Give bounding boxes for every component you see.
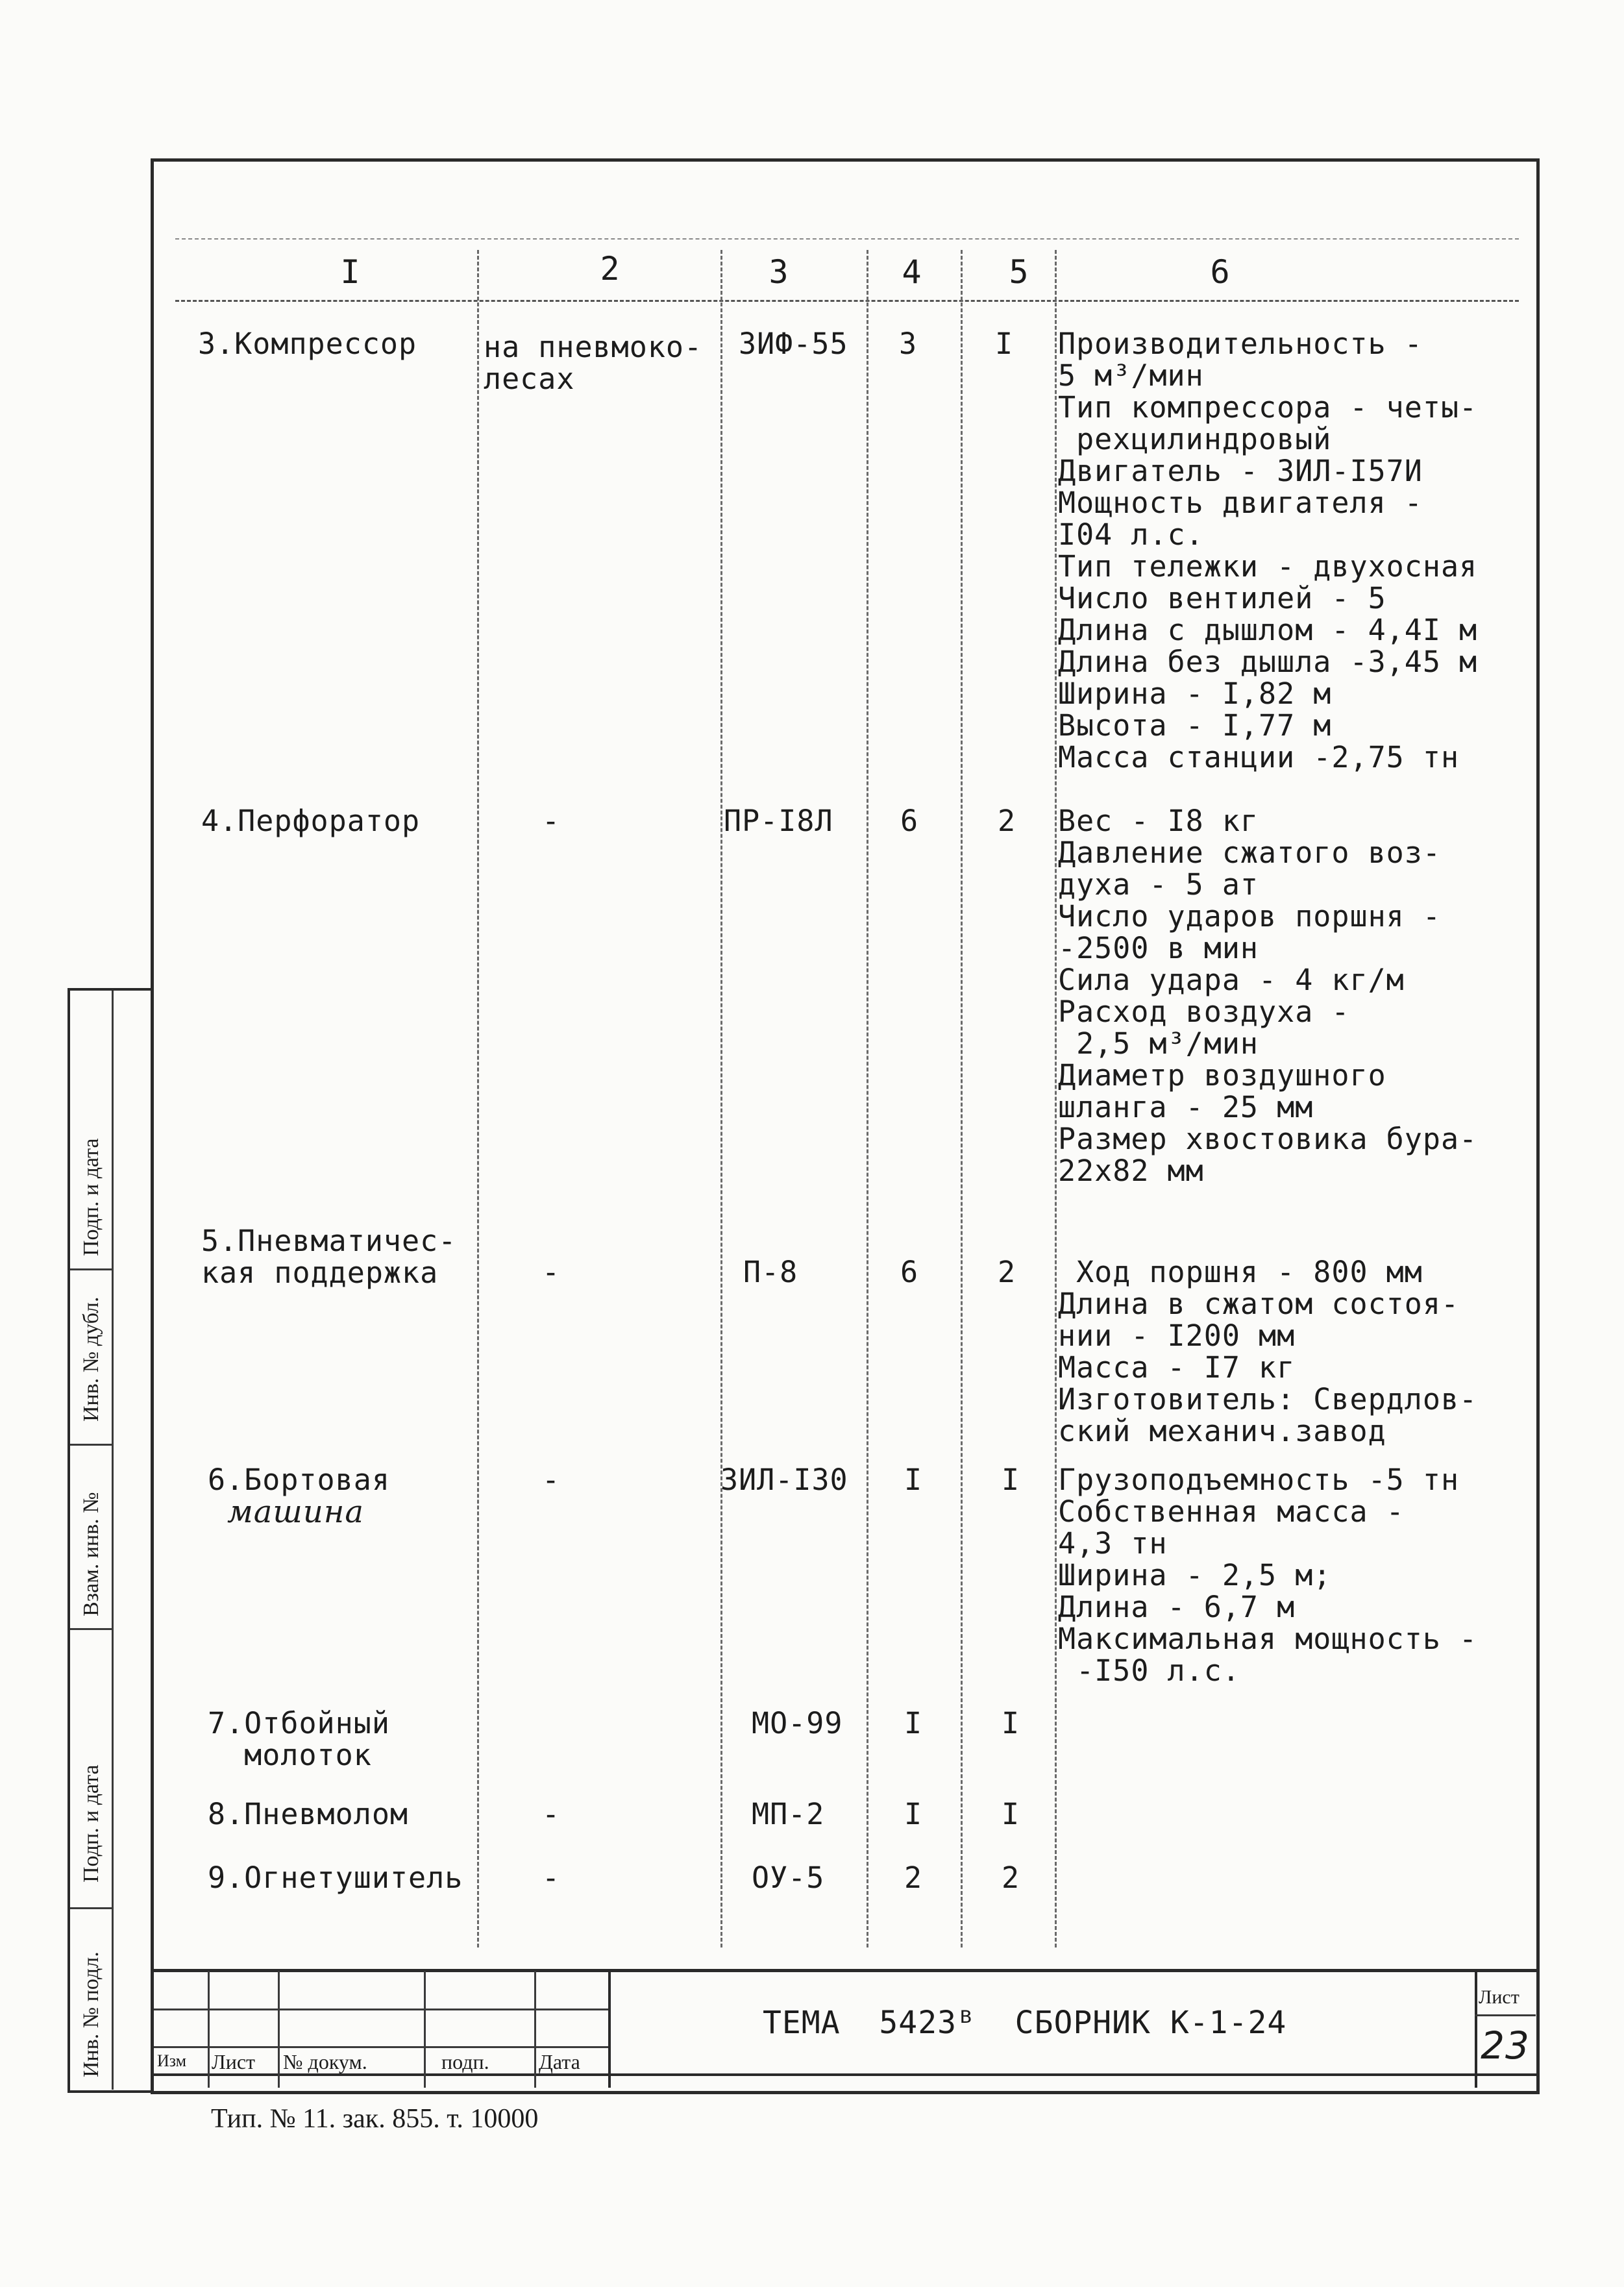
header-bottom-rule <box>175 300 1519 302</box>
row6-name: 6.Бортовая <box>208 1463 390 1497</box>
row3-model: ЗИФ-55 <box>739 327 848 361</box>
stamp-list: Лист <box>212 2050 256 2073</box>
sheet-label: Лист <box>1479 1986 1519 2008</box>
row6-c4: I <box>904 1463 923 1497</box>
row9-model: ОУ-5 <box>752 1861 825 1895</box>
side-inv-dubl: Инв. № дубл. <box>79 1296 103 1422</box>
col-header-4: 4 <box>902 253 922 291</box>
row9-c5: 2 <box>1002 1861 1020 1895</box>
side-podp-data-1: Подп. и дата <box>79 1138 103 1256</box>
col-header-5: 5 <box>1009 253 1029 291</box>
row7-model: МО-99 <box>752 1706 843 1740</box>
row4-col2: - <box>542 804 561 838</box>
row4-c4: 6 <box>900 804 919 838</box>
print-note: Тип. № 11. зак. 855. т. 10000 <box>211 2104 539 2134</box>
header-top-rule <box>175 238 1519 240</box>
row5-c4: 6 <box>900 1255 919 1289</box>
row3-name: 3.Компрессор <box>198 327 417 361</box>
row5-name: 5.Пневматичес- кая поддержка <box>201 1224 457 1290</box>
stamp-col-3 <box>424 1971 426 2088</box>
row6-spec: Грузоподъемность -5 тн Собственная масса - 4,3 тн Ширина - 2,5 м; Длина - 6,7 м Максимальная мощность - -I50 л.с. <box>1058 1463 1478 1688</box>
stamp-col-1 <box>208 1971 210 2088</box>
row8-c5: I <box>1002 1797 1020 1831</box>
side-vzam-inv: Взам. инв. № <box>79 1492 103 1616</box>
row8-c4: I <box>904 1797 923 1831</box>
row7-c4: I <box>904 1706 923 1740</box>
stamp-top-rule <box>154 1969 1536 1972</box>
row8-col2: - <box>542 1797 561 1831</box>
side-podp-data-2: Подп. и дата <box>79 1764 103 1883</box>
row3-spec: Производительность - 5 м³/мин Тип компрессора - четы- рехцилиндровый Двигатель - ЗИЛ-I57И Мощность двигателя - I04 л.с. Тип тележки - двухосная Число вентилей - 5 Длина с дышлом - 4,4I м Длина без дышла -3,45 м Ширина - I,82 м Высота - I,77 м Масса станции -2,75 тн <box>1058 327 1478 774</box>
stamp-doc-no: № докум. <box>283 2050 367 2073</box>
col-header-6: 6 <box>1210 253 1231 291</box>
row8-name: 8.Пневмолом <box>208 1797 409 1831</box>
row4-spec: Вес - I8 кг Давление сжатого воз- духа - 5 ат Число ударов поршня - -2500 в мин Сила удара - 4 кг/м Расход воздуха - 2,5 м³/мин Диаметр воздушного шланга - 25 мм Размер хвостовика бура- 22х82 мм <box>1058 804 1478 1188</box>
row5-spec: Ход поршня - 800 мм Длина в сжатом состоя- нии - I200 мм Масса - I7 кг Изготовитель: Свердлов- ский механич.завод <box>1058 1255 1478 1448</box>
row9-c4: 2 <box>904 1861 923 1895</box>
row5-c5: 2 <box>998 1255 1016 1289</box>
sheet-number: 23 <box>1481 2023 1530 2068</box>
row8-model: МП-2 <box>752 1797 825 1831</box>
row3-col2: на пневмоко- лесах <box>484 330 703 396</box>
row4-model: ПР-I8Л <box>724 804 833 838</box>
row4-name: 4.Перфоратор <box>201 804 421 838</box>
col-sep-2 <box>720 250 722 1947</box>
row6-name-handwritten: машина <box>227 1494 365 1530</box>
row3-c5: I <box>995 327 1014 361</box>
row7-c5: I <box>1002 1706 1020 1740</box>
stamp-col-4 <box>534 1971 536 2088</box>
stamp-izm: Изм <box>157 2051 187 2070</box>
col-sep-4 <box>961 250 963 1947</box>
row9-name: 9.Огнетушитель <box>208 1861 463 1895</box>
row6-c5: I <box>1002 1463 1020 1497</box>
col-header-1: I <box>340 253 361 291</box>
row5-model: П-8 <box>743 1255 798 1289</box>
side-inv-podl: Инв. № подл. <box>79 1951 103 2077</box>
stamp-title: ТЕМА 5423ᴮ СБОРНИК К-1-24 <box>763 2005 1287 2041</box>
stamp-data: Дата <box>539 2050 580 2073</box>
col-sep-3 <box>867 250 868 1947</box>
col-sep-5 <box>1055 250 1057 1947</box>
col-header-3: 3 <box>769 253 789 291</box>
row4-c5: 2 <box>998 804 1016 838</box>
sheet-box-divider <box>1475 2014 1536 2016</box>
stamp-mid-rule-2 <box>154 2046 608 2048</box>
stamp-podp: подп. <box>441 2050 489 2073</box>
row6-col2: - <box>542 1463 561 1497</box>
stamp-col-2 <box>278 1971 280 2088</box>
row7-name: 7.Отбойный молоток <box>208 1706 390 1772</box>
row6-model: ЗИЛ-I30 <box>720 1463 848 1497</box>
row3-c4: 3 <box>899 327 918 361</box>
col-sep-1 <box>477 250 479 1947</box>
stamp-mid-rule <box>154 2009 608 2010</box>
row5-col2: - <box>542 1255 561 1289</box>
col-header-2: 2 <box>600 250 621 288</box>
row9-col2: - <box>542 1861 561 1895</box>
stamp-col-5 <box>608 1971 611 2088</box>
